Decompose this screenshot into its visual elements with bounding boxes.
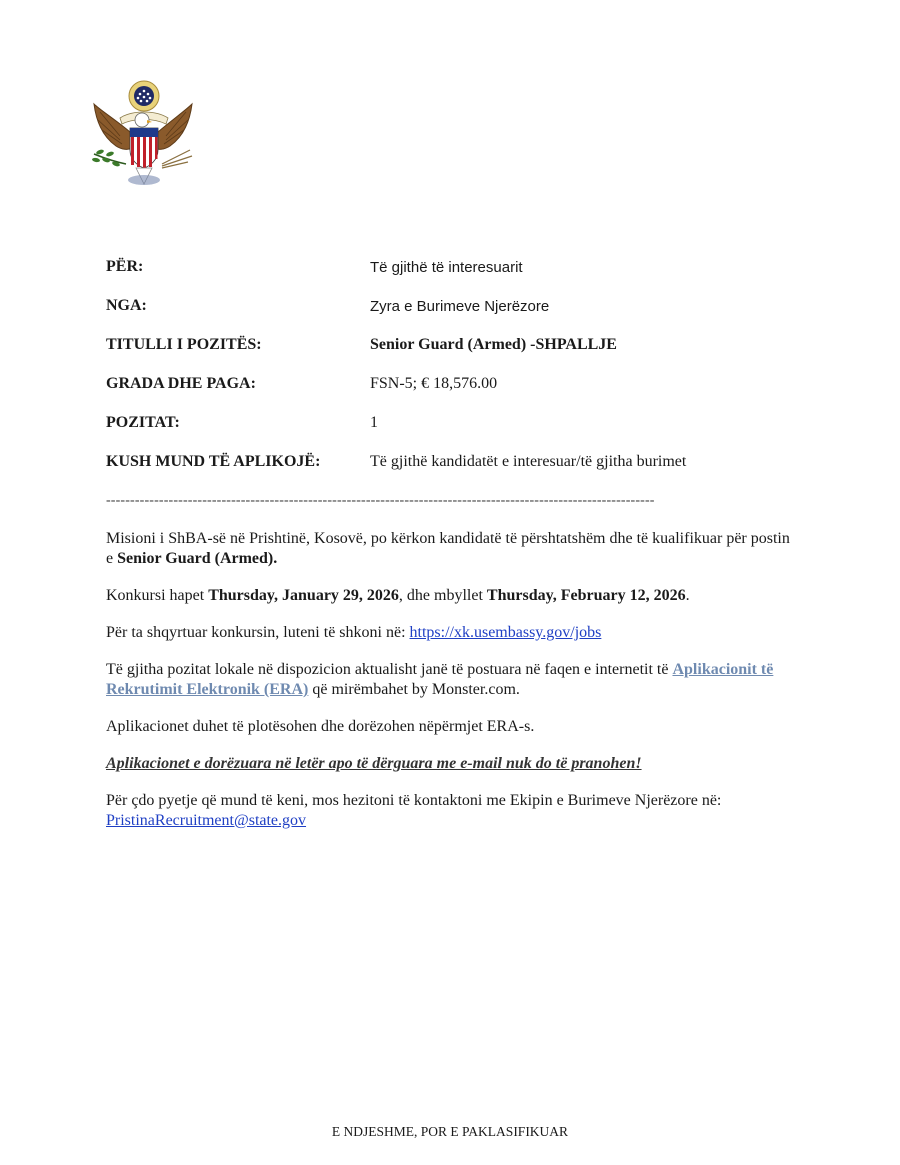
jobs-link-paragraph [106,623,796,643]
dates-text-3: . [685,587,690,604]
era-link[interactable]: Aplikacionit të Rekrutimit Elektronik (ERA) [106,661,774,698]
dates-text-2: , dhe mbyllet [398,587,487,604]
contact-text: Për çdo pyetje që mund të keni, mos hezitoni të kontaktoni me Ekipin e Burimeve Njerëzore në: [106,792,722,809]
dates-text-1: Konkursi hapet [106,587,209,604]
classification-footer: E NDJESHME, POR E PAKLASIFIKUAR [331,1124,569,1139]
header-row-eligibility [106,453,796,492]
us-seal-icon [86,80,198,192]
memo-header [106,258,796,492]
who-may-apply-value: Të gjithë kandidatët e interesuar/të gjitha burimet [370,453,687,470]
grade-salary-value: FSN-5; € 18,576.00 [370,375,498,392]
header-row-from [106,297,796,336]
intro-paragraph [106,529,796,569]
open-date: Thursday, January 29, 2026 [208,587,399,604]
header-row-positions [106,414,796,453]
position-title-value: Senior Guard (Armed) -SHPALLJE [370,336,617,353]
contact-paragraph [106,791,796,831]
divider-line: ------------------------------------------------------------------------------------------------------------------ [106,493,655,508]
era-paragraph [106,660,796,700]
from-value: Zyra e Burimeve Njerëzore [370,298,550,315]
position-name: Senior Guard (Armed). [117,550,278,567]
jobs-link[interactable]: https://xk.usembassy.gov/jobs [409,624,602,641]
jobs-link-text: Për ta shqyrtuar konkursin, luteni të shkoni në: [106,624,410,641]
era-tail-text: që mirëmbahet by Monster.com. [308,681,520,698]
intro-text: Misioni i ShBA-së në Prishtinë, Kosovë, po kërkon kandidatë të përshtatshëm dhe të kualifikuar për postin e [106,530,790,567]
who-may-apply-label: KUSH MUND TË APLIKOJË: [106,453,321,470]
warning-paragraph [106,754,796,774]
warning-text: Aplikacionet e dorëzuara në letër apo të dërguara me e-mail nuk do të pranohen! [106,755,642,772]
from-label: NGA: [106,297,147,314]
announcement-body [106,529,796,848]
positions-value: 1 [370,414,378,431]
close-date: Thursday, February 12, 2026 [486,587,686,604]
position-title-label: TITULLI I POZITËS: [106,336,262,353]
to-value: Të gjithë të interesuarit [370,259,523,276]
dates-paragraph [106,586,796,606]
submission-paragraph: Aplikacionet duhet të plotësohen dhe dorëzohen nëpërmjet ERA-s. [106,718,535,735]
positions-label: POZITAT: [106,414,180,431]
header-row-title [106,336,796,375]
header-row-grade [106,375,796,414]
era-text: Të gjitha pozitat lokale në dispozicion aktualisht janë të postuara në faqen e internetit të [106,661,673,678]
grade-salary-label: GRADA DHE PAGA: [106,375,256,392]
contact-email-link[interactable]: PristinaRecruitment@state.gov [106,812,307,829]
to-label: PËR: [106,258,144,275]
header-row-to [106,258,796,297]
